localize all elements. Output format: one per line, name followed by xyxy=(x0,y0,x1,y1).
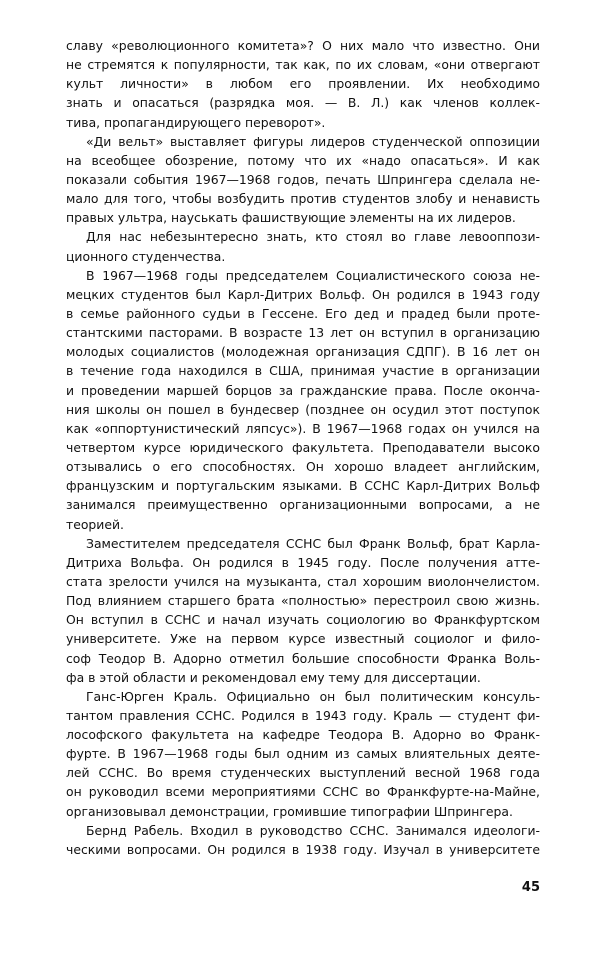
text-line: как «оппортунистический ляпсус»). В 1967—1968 годах он учился на xyxy=(66,420,540,436)
body-text xyxy=(66,36,540,859)
text-line: мецких студентов был Карл-Дитрих Вольф. Он родился в 1943 году xyxy=(66,286,540,302)
text-line: ческими вопросами. Он родился в 1938 году. Изучал в университете xyxy=(66,841,540,857)
text-line: теорией. xyxy=(66,516,124,532)
text-line: показали события 1967—1968 годов, печать Шпрингера сделала не- xyxy=(66,171,540,187)
text-line: Для нас небезынтересно знать, кто стоял во главе левооппози- xyxy=(86,229,540,245)
text-line: не стремятся к популярности, так как, по их словам, «они отвергают xyxy=(66,57,540,73)
text-line: отзывались о его способностях. Он хорошо владеет английским, xyxy=(66,459,540,475)
text-line: организовывал демонстрации, громившие типографии Шпрингера. xyxy=(66,803,513,819)
text-line: четвертом курсе юридического факультета. Преподаватели высоко xyxy=(66,439,540,455)
text-line: славу «революционного комитета»? О них мало что известно. Они xyxy=(66,38,540,53)
text-line: ционного студенчества. xyxy=(66,248,226,264)
text-line: в семье районного судьи в Гессене. Его дед и прадед были проте- xyxy=(66,305,540,321)
text-line: знать и опасаться (разрядка моя. — В. Л.) как членов коллек- xyxy=(66,95,540,111)
text-line: стантскими пасторами. В возрасте 13 лет он вступил в организацию xyxy=(66,325,540,341)
text-line: в течение года находился в США, принимая участие в организации xyxy=(66,363,540,379)
text-line: Ганс-Юрген Краль. Официально он был политическим консуль- xyxy=(86,688,540,704)
text-line: фурте. В 1967—1968 годы был одним из самых влиятельных деяте- xyxy=(66,746,540,762)
text-line: тантом правления ССНС. Родился в 1943 году. Краль — студент фи- xyxy=(66,707,540,723)
text-line: В 1967—1968 годы председателем Социалистического союза не- xyxy=(86,267,540,283)
text-line: Он вступил в ССНС и начал изучать социологию во Франкфуртском xyxy=(66,612,540,628)
text-line: Заместителем председателя ССНС был Франк Вольф, брат Карла- xyxy=(86,535,540,551)
page-number: 45 xyxy=(521,880,540,895)
text-line: Под влиянием старшего брата «полностью» перестроил свою жизнь. xyxy=(66,593,540,609)
text-line: французским и португальским языками. В ССНС Карл-Дитрих Вольф xyxy=(66,478,540,494)
text-line: и проведении маршей борцов за гражданские права. После оконча- xyxy=(66,382,540,398)
text-line: университете. Уже на первом курсе известный социолог и фило- xyxy=(66,631,540,647)
text-line: мало для того, чтобы возбудить против студентов злобу и ненависть xyxy=(66,191,540,207)
text-line: «Ди вельт» выставляет фигуры лидеров студенческой оппозиции xyxy=(86,133,540,149)
text-line: правых ультра, науськать фашиствующие элементы на их лидеров. xyxy=(66,210,516,226)
text-line: занимался преимущественно организационными вопросами, а не xyxy=(66,497,540,513)
text-line: молодых социалистов (молодежная организация СДПГ). В 16 лет он xyxy=(66,344,540,360)
text-line: Бернд Рабель. Входил в руководство ССНС. Занимался идеологи- xyxy=(86,822,540,838)
text-line: лософского факультета на кафедре Теодора В. Адорно во Франк- xyxy=(66,727,540,743)
text-line: стата зрелости учился на музыканта, стал хорошим виолончелистом. xyxy=(66,573,540,589)
text-line: фа в этой области и рекомендовал ему тему для диссертации. xyxy=(66,669,481,685)
text-line: ния школы он пошел в бундесвер (позднее он осудил этот поступок xyxy=(66,401,540,417)
text-line: на всеобщее обозрение, потому что их «надо опасаться». И как xyxy=(66,152,540,168)
text-line: лей ССНС. Во время студенческих выступлений весной 1968 года xyxy=(66,765,540,781)
text-line: тива, пропагандирующего переворот». xyxy=(66,114,326,130)
text-line: он руководил всеми мероприятиями ССНС во Франкфурте-на-Майне, xyxy=(66,784,540,800)
text-line: Дитриха Вольфа. Он родился в 1945 году. После получения атте- xyxy=(66,554,540,570)
text-line: соф Теодор В. Адорно отметил большие способности Франка Воль- xyxy=(66,650,540,666)
text-line: культ личности» в любом его проявлении. Их необходимо xyxy=(66,76,540,92)
